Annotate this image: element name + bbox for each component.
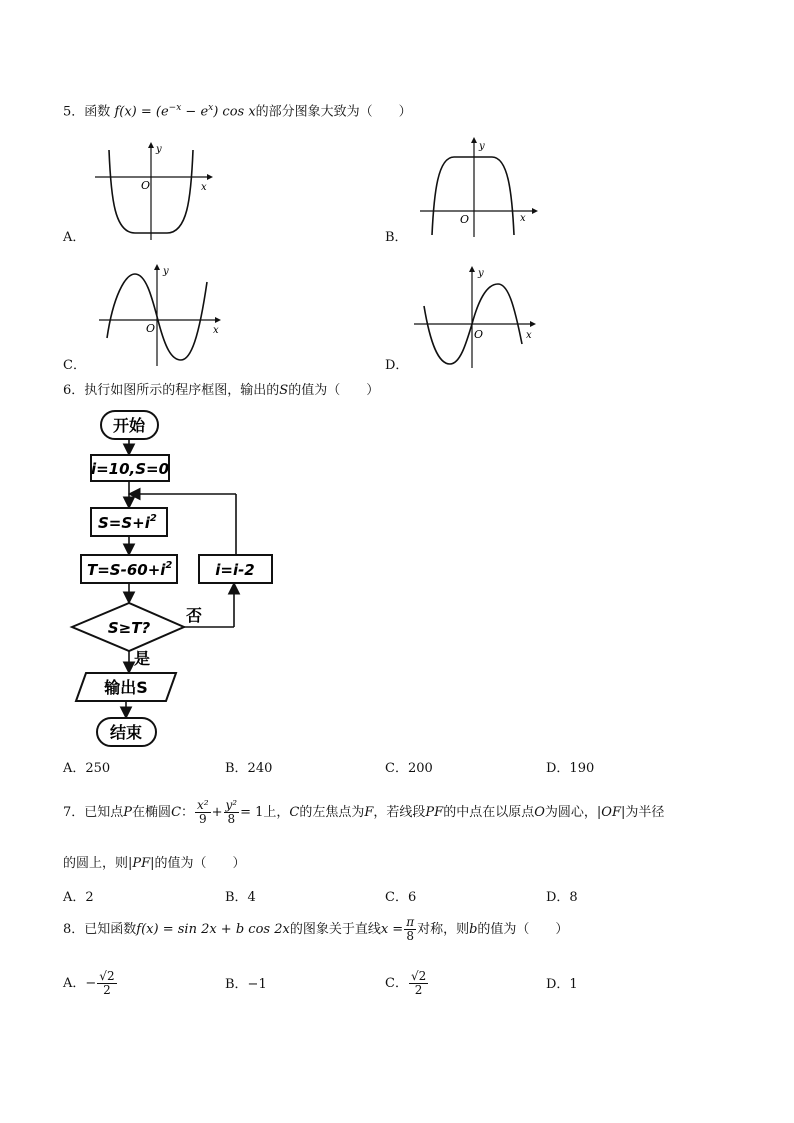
q5-exp1: −x	[168, 103, 182, 113]
q7-text-f: 为圆心，	[544, 805, 597, 820]
q6-stem	[63, 383, 379, 399]
flow-decrement-text: i=i-2	[215, 561, 255, 579]
q7-of: |OF|	[596, 805, 626, 820]
q7-stem-line1	[63, 795, 664, 831]
q6-choice-c: C．200	[385, 761, 433, 776]
graph-c-y-arrow	[154, 264, 160, 270]
graph-a-x-arrow	[207, 174, 213, 180]
q7-plus: +	[211, 805, 223, 820]
q5-option-b: B．	[385, 230, 408, 245]
q5-text-a: 函数	[84, 104, 111, 120]
q7-choice-a: A．2	[63, 890, 94, 905]
graph-a-y-arrow	[148, 142, 154, 148]
q7-choice-c: C．6	[385, 890, 417, 905]
q8-choice-a-label: A．	[63, 976, 86, 991]
q8-func: f(x) = sin 2x + b cos 2x	[136, 922, 290, 937]
q6-choice-b: B．240	[225, 761, 273, 776]
q7-frac-y: $\frac{\text{y²}}{8}$	[225, 798, 238, 826]
q8-text-a: 已知函数	[84, 922, 137, 937]
q5-stem	[63, 100, 412, 120]
q7-stem-line2	[63, 856, 246, 872]
q8-xeq: x =	[380, 922, 404, 937]
graph-a-origin: O	[141, 179, 151, 192]
graph-b-x-arrow	[532, 208, 538, 214]
q8-stem	[63, 912, 568, 948]
q5-tail: ) cos x	[213, 104, 256, 120]
q7-colon: ：	[181, 805, 195, 820]
graph-d-origin: O	[474, 328, 484, 341]
q5-graph-d	[410, 264, 545, 372]
q7-abs-pf: |PF|	[128, 856, 155, 871]
graph-c-x-label: x	[213, 325, 219, 336]
flow-end-text: 结束	[109, 723, 143, 742]
graph-b-origin: O	[460, 213, 470, 226]
q7-line2-a: 的圆上，则	[63, 856, 129, 871]
q6-choice-a: A．250	[63, 761, 111, 776]
q5-func: f(x) = (e	[114, 104, 169, 120]
q7-c2: C	[289, 805, 300, 820]
q8-choice-c-label: C．	[385, 976, 408, 991]
graph-c-y-label: y	[163, 266, 169, 277]
q8-text-d: 的值为（ ）	[477, 922, 569, 937]
graph-c-x-arrow	[215, 317, 221, 323]
q7-p: P	[123, 805, 133, 820]
q7-text-d: ，若线段	[373, 805, 426, 820]
flow-step1-text: $S=S+i^2$	[98, 513, 157, 532]
q7-c: C	[171, 805, 182, 820]
graph-d-y-label: y	[478, 268, 484, 279]
q5-text-b: 的部分图象大致为（ ）	[255, 104, 412, 120]
graph-b-y-arrow	[471, 137, 477, 143]
q8-frac: $\frac{\pi}{8}$	[406, 915, 415, 943]
q5-number: 5．	[63, 104, 85, 120]
q7-choice-b: B．4	[225, 890, 256, 905]
q8-choice-a-frac: $\frac{√2}{2}$	[99, 969, 115, 997]
q8-choice-a	[63, 964, 118, 1004]
flow-yes-label: 是	[134, 649, 151, 668]
q8-choice-c-frac: $\frac{√2}{2}$	[410, 969, 427, 997]
q7-choice-d: D．8	[546, 890, 578, 905]
q8-b: b	[469, 922, 478, 937]
q7-o: O	[534, 805, 545, 820]
graph-b-y-label: y	[479, 141, 485, 152]
q6-choice-d: D．190	[546, 761, 595, 776]
q8-choice-d: D．1	[546, 977, 578, 992]
graph-a-x-label: x	[201, 182, 207, 193]
graph-c-origin: O	[146, 322, 156, 335]
q6-flowchart	[62, 405, 277, 755]
q5-option-d: D．	[385, 358, 409, 373]
q5-exp2: x	[208, 103, 214, 113]
flow-cond-text: S≥T?	[107, 619, 151, 637]
q7-text-a: 已知点	[84, 805, 124, 820]
q6-text: 执行如图所示的程序框图，输出的	[84, 383, 280, 398]
q6-text-b: 的值为（ ）	[288, 383, 380, 398]
q5-graph-c	[95, 262, 230, 370]
graph-b-x-label: x	[520, 213, 526, 224]
q7-f: F	[364, 805, 374, 820]
q5-option-a: A．	[63, 230, 86, 245]
q5-graph-b	[412, 137, 542, 242]
q6-var: S	[279, 383, 289, 398]
q7-eq: = 1上，	[240, 805, 290, 820]
q5-option-c: C．	[63, 358, 86, 373]
q7-text-e: 的中点在以原点	[443, 805, 535, 820]
graph-d-x-arrow	[530, 321, 536, 327]
q6-number: 6．	[63, 383, 85, 398]
q7-text-b: 在椭圆	[132, 805, 172, 820]
q7-pf: PF	[425, 805, 444, 820]
q8-choice-b: B．−1	[225, 977, 267, 992]
q5-minus: − e	[181, 104, 209, 120]
q8-text-b: 的图象关于直线	[289, 922, 381, 937]
graph-a-y-label: y	[156, 144, 162, 155]
q7-frac-x: $\frac{\text{x²}}{9}$	[197, 798, 209, 826]
flow-init-text: i=10,S=0	[90, 460, 170, 478]
q7-line2-b: 的值为（ ）	[154, 856, 246, 871]
flow-start-text: 开始	[112, 416, 146, 435]
q8-choice-a-sign: −	[85, 976, 97, 991]
graph-d-x-label: x	[526, 330, 532, 341]
graph-d-y-arrow	[469, 266, 475, 272]
q8-text-c: 对称，则	[417, 922, 470, 937]
q8-choice-c	[385, 964, 429, 1004]
q7-number: 7．	[63, 805, 85, 820]
q8-number: 8．	[63, 922, 85, 937]
flow-output-text: 输出S	[104, 678, 148, 697]
flow-no-label: 否	[186, 606, 203, 625]
q7-text-g: 为半径	[625, 805, 665, 820]
q7-text-c: 的左焦点为	[299, 805, 365, 820]
flow-step2-text: $T=S-60+i^2$	[87, 560, 173, 579]
q5-graph-a	[85, 140, 215, 245]
graph-b-curve	[432, 157, 514, 235]
